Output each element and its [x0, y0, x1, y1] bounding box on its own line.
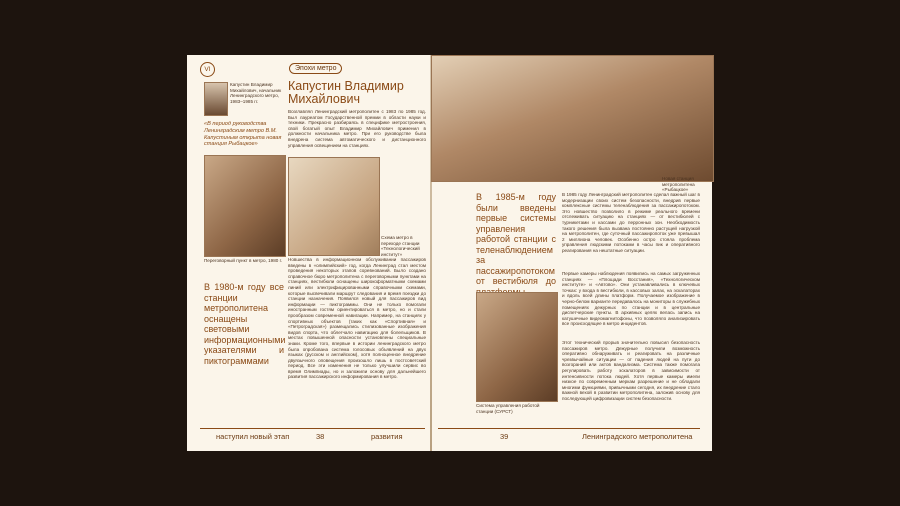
footer-rule-right — [438, 428, 700, 429]
photo-surst — [476, 292, 558, 402]
footer-left-word: развития — [371, 432, 403, 441]
intro-paragraph: Возглавлял Ленинградский метрополитен с 1983 по 1985 год. Был лауреатом Государственной премии в области науки и техники. Прекрасно разбираясь в специфике метростроения, свой богатый опыт Владимир Михайлович применил в должности начальника метро. При его руководстве была внедрена система автоматического и дистанционного управления освещением на станциях. — [288, 109, 426, 148]
photo-rybatskoe-caption: Новая станция метрополитена «Рыбацкое» — [662, 176, 695, 193]
photo-phone-booth-caption: Переговорный пункт в метро, 1980 г. — [204, 258, 282, 263]
body-right-3: Этот технический прорыв значительно повысил безопасность пассажиров метро. Дежурные получили возможность оперативно обнаруживать и реагировать на различные чрезвычайные ситуации — от падения людей на пути до возгораний или актов вандализма. Система также помогала регулировать работу эскалаторов в зависимости от интенсивности потока людей. Хотя первые камеры имели низкое по современным меркам разрешение и не обладали многими функциями, привычными сегодня, их внедрение стало важной вехой в развитии метрополитена, заложив основу для последующей цифровизации систем безопасности. — [562, 340, 700, 401]
photo-rybatskoe-station — [431, 55, 714, 182]
footer-rule-left — [200, 428, 425, 429]
quote-telemonitoring: В 1985-м году были введены первые системы управления работой станции с теленаблюдением за пассажиропотоком от вестибюля до — [476, 192, 556, 286]
footer-right-text: Ленинградского метрополитена — [582, 432, 693, 441]
body-left: Новшества в информационном обслуживании пассажиров введены в «олимпийский» год, когда Ленинград стал местом проведения некоторых этапов соревнований. Было создано справочное бюро метрополитена с переговорными пунктами на станциях, вестибюли оснащены широкоформатными схемами линий или электрифицированными справочными схемами, которые высвечивали маршрут следования и время поездки до станции назначения. Появился новый для пассажиров вид информации — пиктограммы. Они не только помогали иностранным гостям ориентироваться в метро, но и стали прообразом современной навигации. Например, на станциях у спортивных объектов (таких как «Спортивная» и «Петроградская») размещались стилизованные изображения видов спорта, что облегчало навигацию для болельщиков. В местах повышенной опасности установлены специальные знаки. Кроме того, впервые в истории ленинградского метро была опробована система голосовых объявлений на двух языках (русском и английском), хотя полноценное внедрение двуязычного оповещения произошло лишь в постсоветский период. Все эти изменения не только улучшили сервис во время Олимпиады, но и заложили основу для дальнейшего развития пассажирского информирования в метро. — [288, 257, 426, 380]
photo-surst-caption: Система управления работой станции (СУРСТ) — [476, 403, 540, 414]
body-right-2: Первые камеры наблюдения появились на самых загруженных станциях — «Площади Восстания», «Технологическом институте» и «Автово». Они устанавливались в ключевых точках: у входа в вестибюли, в кассовых залах, на эскалаторах и вдоль всей длины платформ. Получаемое изображение в черно-белом варианте передавалось на мониторы в служебных помещениях дежурных по станции и в центральные диспетчерские пункты. В архивных целях велась запись на катушечные видеомагнитофоны, что позволяло анализировать все происходящее в метро инцидентов. — [562, 271, 700, 327]
section-title-pill: Эпохи метро — [289, 63, 342, 74]
portrait-photo — [204, 82, 228, 116]
quote-pictograms: В 1980-м году все станции метрополитена оснащены световыми информационными указателями и пиктограммами — [204, 282, 286, 366]
photo-phone-booth — [204, 155, 286, 257]
page-heading: Капустин Владимир Михайлович — [288, 79, 404, 106]
portrait-caption: Капустин Владимир Михайлович, начальник Ленинградского метро, 1983–1985 гг. — [230, 82, 282, 104]
footer-left-text: наступил новый этап — [216, 432, 290, 441]
section-number-badge: VI — [200, 62, 215, 77]
body-right-1: В 1985 году Ленинградский метрополитен сделал важный шаг в модернизации своих систем безопасности, внедрив первые комплексные системы теленаблюдения за пассажиропотоком. Это новшество позволило в режиме реального времени отслеживать ситуацию на станциях — от вестибюлей с турникетами и кассами до перронных зон. Необходимость такого решения была вызвана постоянно растущей нагрузкой на метрополитен, где суточный пассажиропоток уже превышал 2 миллиона человек. Особенно остро стояла проблема управления людскими потоками в часы пик и оперативного реагирования на нештатные ситуации. — [562, 192, 700, 253]
page-number-right: 39 — [500, 432, 509, 441]
photo-metro-map — [288, 157, 380, 256]
page-number-left: 38 — [316, 432, 325, 441]
quote-kapustin: «В период руководства Ленинградским метро В.М. Капустиным открыта новая станция Рыбацкое» — [204, 121, 282, 148]
photo-metro-map-caption: Схема метро в переходе станции «Технологический институт» — [381, 235, 420, 257]
